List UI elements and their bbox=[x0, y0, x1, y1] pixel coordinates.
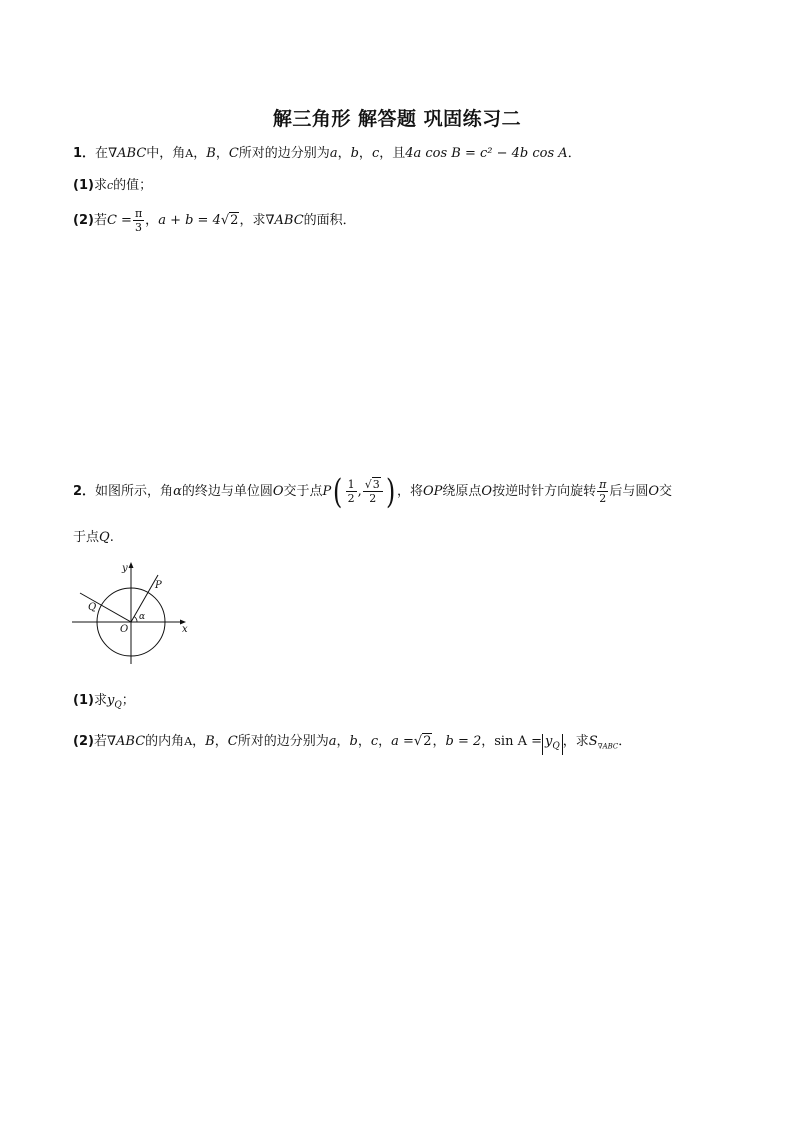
numerator: 1 bbox=[347, 478, 355, 491]
radicand: 2 bbox=[423, 734, 432, 749]
radicand: 3 bbox=[372, 478, 380, 491]
text: 求 bbox=[93, 178, 107, 193]
math-var: a bbox=[329, 146, 338, 161]
text: ； bbox=[121, 693, 135, 708]
text: 后与圆 bbox=[609, 484, 649, 499]
radicand: 2 bbox=[230, 213, 239, 228]
math-expr: a = bbox=[391, 734, 414, 749]
text: ， bbox=[193, 146, 207, 161]
text: ． bbox=[618, 734, 632, 749]
text: 于点 bbox=[73, 530, 100, 545]
question-1-part-2 bbox=[73, 206, 356, 236]
text: 的面积． bbox=[303, 213, 356, 228]
fraction: $\frac{√3}{2}$ bbox=[363, 478, 383, 505]
question-2-stem bbox=[73, 471, 672, 513]
sqrt: √2 bbox=[413, 734, 432, 749]
text: 所对的边分别为 bbox=[237, 734, 329, 749]
subscript: Q bbox=[552, 741, 560, 752]
math-var: B bbox=[206, 146, 216, 161]
math-var: b bbox=[349, 734, 358, 749]
math-var: C bbox=[228, 146, 239, 161]
fraction bbox=[597, 478, 608, 505]
math-var: C bbox=[227, 734, 238, 749]
math-var: O bbox=[648, 484, 660, 499]
math-var: O bbox=[272, 484, 284, 499]
text: 绕原点 bbox=[442, 484, 482, 499]
numerator: π bbox=[599, 478, 607, 491]
math-var: B bbox=[205, 734, 215, 749]
math-var: P bbox=[322, 484, 332, 499]
origin-label: O bbox=[120, 624, 129, 635]
text: 若 bbox=[93, 734, 107, 749]
math-var: y bbox=[106, 693, 115, 708]
fraction bbox=[346, 478, 357, 505]
sqrt: √2 bbox=[220, 213, 239, 228]
text: 若 bbox=[93, 213, 107, 228]
question-number: 2． bbox=[73, 484, 96, 499]
math-var: Q bbox=[99, 530, 110, 545]
math-var: c bbox=[370, 734, 379, 749]
text: ， bbox=[145, 213, 159, 228]
triangle-symbol: ∇ABC bbox=[106, 734, 146, 749]
equation: 4a cos B = c² − 4b cos A bbox=[405, 146, 568, 161]
text: 在 bbox=[95, 146, 109, 161]
question-2-stem-line-2 bbox=[73, 529, 114, 547]
angle-arc bbox=[135, 617, 138, 622]
text: 的终边与单位圆 bbox=[181, 484, 273, 499]
right-paren: ) bbox=[385, 471, 395, 512]
left-paren: ( bbox=[333, 471, 343, 512]
question-1-stem: 1．在∇ABC中，角A，B，C所对的边分别为a，b，c，且4a cos B = c² − 4b cos A． bbox=[73, 146, 581, 161]
text: ，将 bbox=[396, 484, 423, 499]
math-var: OP bbox=[423, 484, 443, 499]
page-title: 解三角形 解答题 巩固练习二 bbox=[272, 108, 522, 130]
point-q-label: Q bbox=[88, 602, 97, 613]
math-expr: C = bbox=[106, 213, 132, 228]
text: 的值； bbox=[113, 178, 153, 193]
text: , bbox=[357, 484, 362, 499]
triangle-symbol: ∇ABC bbox=[108, 146, 147, 161]
unit-circle-figure bbox=[70, 556, 194, 668]
math-expr: sin A = bbox=[494, 734, 543, 749]
text: 所对的边分别为 bbox=[238, 146, 330, 161]
text: 按逆时针方向旋转 bbox=[492, 484, 597, 499]
triangle-symbol: ∇ABC bbox=[265, 213, 304, 228]
math-var: a bbox=[328, 734, 337, 749]
denominator: 2 bbox=[369, 492, 377, 505]
text: 中，角 bbox=[146, 146, 186, 161]
y-axis-label: y bbox=[122, 563, 128, 574]
math-var: b bbox=[350, 146, 359, 161]
denominator: 2 bbox=[599, 492, 607, 505]
x-axis-label: x bbox=[182, 624, 188, 635]
question-2-part-1 bbox=[73, 692, 135, 715]
part-label: (1) bbox=[73, 693, 94, 708]
math-expr: a + b = 4 bbox=[158, 213, 221, 228]
text: . bbox=[109, 530, 114, 545]
question-1-part-1 bbox=[73, 177, 152, 195]
absolute-value bbox=[542, 734, 563, 755]
denominator: 3 bbox=[135, 221, 143, 234]
math-var: S bbox=[588, 734, 598, 749]
numerator: π bbox=[134, 207, 143, 220]
text: ，求 bbox=[239, 213, 266, 228]
text: ． bbox=[567, 146, 581, 161]
part-label: (2) bbox=[73, 734, 94, 749]
text: 求 bbox=[93, 693, 107, 708]
alpha-label: α bbox=[139, 612, 146, 622]
math-var: A bbox=[184, 735, 193, 748]
fraction bbox=[133, 207, 144, 234]
text: 的内角 bbox=[145, 734, 185, 749]
text: 交于点 bbox=[283, 484, 323, 499]
math-var: c bbox=[106, 179, 114, 192]
text: 交 bbox=[659, 484, 673, 499]
text: ， bbox=[214, 734, 228, 749]
math-var: α bbox=[173, 484, 182, 499]
subscript: Q bbox=[114, 700, 122, 711]
text: ， bbox=[215, 146, 229, 161]
point-p-label: P bbox=[155, 580, 162, 591]
math-var: O bbox=[481, 484, 493, 499]
text: ，求 bbox=[562, 734, 589, 749]
math-var: A bbox=[185, 147, 194, 160]
denominator: 2 bbox=[347, 492, 355, 505]
y-axis-arrow bbox=[129, 562, 134, 568]
math-var: c bbox=[371, 146, 380, 161]
question-number: 1． bbox=[73, 146, 96, 161]
subscript: ∇ABC bbox=[597, 742, 619, 751]
part-label: (1) bbox=[73, 178, 94, 193]
text: ，且 bbox=[379, 146, 406, 161]
math-expr: b = 2 bbox=[445, 734, 482, 749]
part-label: (2) bbox=[73, 213, 94, 228]
math-var: y bbox=[545, 734, 553, 749]
text: ， bbox=[192, 734, 206, 749]
text: 如图所示，角 bbox=[95, 484, 174, 499]
question-2-part-2: (2)若∇ABC的内角A，B，C所对的边分别为a，b，c，a =√2，b = 2，$\sin A = y_Q$ ，求$S_{\nabla ABC}$． bbox=[73, 733, 631, 756]
